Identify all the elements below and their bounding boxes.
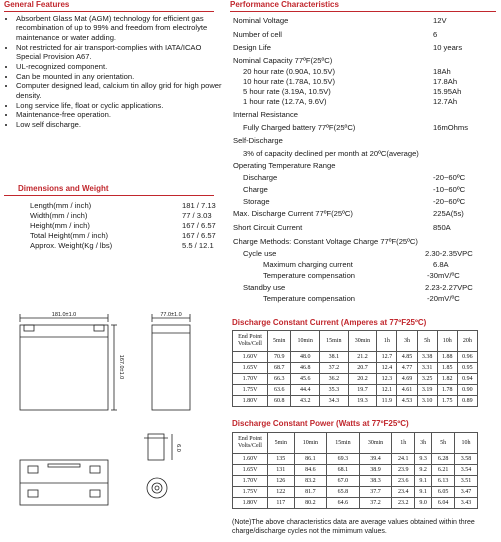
table-cell: 65.8 bbox=[327, 487, 360, 498]
cycle-use-value: 2.30-2.35VPC bbox=[425, 249, 473, 258]
table-row bbox=[233, 352, 478, 363]
table-row bbox=[233, 454, 478, 465]
table-cell: 1.85 bbox=[437, 363, 457, 374]
table-cell: 36.2 bbox=[320, 374, 349, 385]
op-temp-row-label: Charge bbox=[243, 185, 268, 194]
table-cell: 3.54 bbox=[455, 465, 478, 476]
endpoint-voltage-cell: 1.60V bbox=[233, 352, 268, 363]
op-temp-row-value: -10~60ºC bbox=[433, 185, 466, 194]
discharge-power-table bbox=[232, 432, 478, 509]
cycle-max-current-value: 6.8A bbox=[433, 260, 449, 269]
table-cell: 46.8 bbox=[291, 363, 320, 374]
dimension-label: Width(mm / inch) bbox=[30, 211, 88, 220]
resistance-label: Internal Resistance bbox=[233, 110, 299, 119]
column-header: 15min bbox=[327, 433, 360, 454]
cycle-use-label: Cycle use bbox=[243, 249, 277, 258]
dimensions-table bbox=[30, 201, 216, 251]
cycle-temp-comp-label: Temperature compensation bbox=[263, 271, 356, 280]
resistance-row-value: 16mOhms bbox=[433, 123, 469, 132]
capacity-rate-label: 10 hour rate (1.78A, 10.5V) bbox=[243, 77, 336, 86]
dimension-value: 5.5 / 12.1 bbox=[182, 241, 214, 250]
column-header: 5h bbox=[432, 433, 455, 454]
nominal-voltage-value: 12V bbox=[433, 16, 447, 25]
table-cell: 48.0 bbox=[291, 352, 320, 363]
table-cell: 0.96 bbox=[457, 352, 477, 363]
endpoint-header-line2: Volts/Cell bbox=[238, 341, 262, 347]
resistance-row-label: Fully Charged battery 77ºF(25ºC) bbox=[243, 123, 356, 132]
capacity-rate-label: 1 hour rate (12.7A, 9.6V) bbox=[243, 97, 327, 106]
feature-item: • Not restricted for air transport-complies with IATA/ICAO Special Provision A67. bbox=[16, 43, 226, 62]
power-table-title: Discharge Constant Power (Watts at 77ºF25ºC) bbox=[232, 419, 409, 428]
table-cell: 3.47 bbox=[455, 487, 478, 498]
nominal-voltage-label: Nominal Voltage bbox=[233, 16, 289, 25]
standby-temp-comp-label: Temperature compensation bbox=[263, 294, 356, 303]
endpoint-voltage-cell: 1.75V bbox=[233, 487, 268, 498]
table-cell: 80.2 bbox=[294, 498, 327, 509]
table-cell: 4.61 bbox=[397, 385, 417, 396]
table-cell: 23.4 bbox=[392, 487, 415, 498]
table-cell: 9.3 bbox=[415, 454, 432, 465]
table-row bbox=[233, 374, 478, 385]
table-cell: 12.3 bbox=[377, 374, 397, 385]
table-row bbox=[233, 487, 478, 498]
table-cell: 131 bbox=[268, 465, 295, 476]
dimension-row bbox=[30, 201, 216, 211]
general-features-title: General Features bbox=[4, 0, 70, 9]
design-life-value: 10 years bbox=[433, 43, 463, 52]
endpoint-voltage-cell: 1.65V bbox=[233, 465, 268, 476]
table-row bbox=[233, 396, 478, 407]
table-cell: 0.89 bbox=[457, 396, 477, 407]
column-header: 15min bbox=[320, 331, 349, 352]
standby-use-label: Standby use bbox=[243, 283, 286, 292]
standby-temp-comp-value: -20mV/ºC bbox=[427, 294, 460, 303]
table-cell: 3.31 bbox=[417, 363, 437, 374]
table-cell: 135 bbox=[268, 454, 295, 465]
table-cell: 3.43 bbox=[455, 498, 478, 509]
general-features-rule bbox=[4, 11, 214, 12]
table-cell: 84.6 bbox=[294, 465, 327, 476]
table-cell: 23.9 bbox=[392, 465, 415, 476]
table-cell: 3.25 bbox=[417, 374, 437, 385]
table-cell: 1.78 bbox=[437, 385, 457, 396]
table-cell: 70.9 bbox=[268, 352, 291, 363]
table-cell: 126 bbox=[268, 476, 295, 487]
feature-item: • Low self discharge. bbox=[16, 120, 226, 129]
table-cell: 4.85 bbox=[397, 352, 417, 363]
column-header: 30min bbox=[348, 331, 377, 352]
dimension-label: Length(mm / inch) bbox=[30, 201, 92, 210]
endpoint-voltage-cell: 1.75V bbox=[233, 385, 268, 396]
endpoint-voltage-cell: 1.80V bbox=[233, 498, 268, 509]
dimension-row bbox=[30, 231, 216, 241]
design-life-label: Design Life bbox=[233, 43, 271, 52]
table-cell: 0.95 bbox=[457, 363, 477, 374]
table-cell: 0.94 bbox=[457, 374, 477, 385]
dimension-label: Height(mm / inch) bbox=[30, 221, 90, 230]
feature-item: • Long service life, float or cyclic applications. bbox=[16, 101, 226, 110]
features-list bbox=[6, 14, 226, 130]
column-header: 1h bbox=[377, 331, 397, 352]
dimension-value: 181 / 7.13 bbox=[182, 201, 216, 210]
table-cell: 11.9 bbox=[377, 396, 397, 407]
dimensions-title: Dimensions and Weight bbox=[18, 184, 109, 193]
table-cell: 9.1 bbox=[415, 487, 432, 498]
table-cell: 20.7 bbox=[348, 363, 377, 374]
table-cell: 1.75 bbox=[437, 396, 457, 407]
column-header: 30min bbox=[359, 433, 392, 454]
capacity-rate-value: 12.7Ah bbox=[433, 97, 458, 106]
endpoint-header-line1: End Point bbox=[238, 436, 262, 442]
dimensions-rule bbox=[4, 195, 214, 196]
current-table-title: Discharge Constant Current (Amperes at 77ºF25ºC) bbox=[232, 318, 427, 327]
table-cell: 45.6 bbox=[291, 374, 320, 385]
battery-dimension-drawing bbox=[0, 300, 228, 530]
table-cell: 122 bbox=[268, 487, 295, 498]
column-header: 10h bbox=[437, 331, 457, 352]
table-row bbox=[233, 498, 478, 509]
height-dimension-label: 167.0±1.0 bbox=[118, 354, 124, 380]
table-cell: 19.7 bbox=[348, 385, 377, 396]
table-row bbox=[233, 476, 478, 487]
table-cell: 86.1 bbox=[294, 454, 327, 465]
table-cell: 6.04 bbox=[432, 498, 455, 509]
table-cell: 23.2 bbox=[392, 498, 415, 509]
discharge-current-table bbox=[232, 330, 478, 407]
table-cell: 6.05 bbox=[432, 487, 455, 498]
table-cell: 3.58 bbox=[455, 454, 478, 465]
table-cell: 66.3 bbox=[268, 374, 291, 385]
table-cell: 1.82 bbox=[437, 374, 457, 385]
endpoint-voltage-cell: 1.70V bbox=[233, 374, 268, 385]
table-cell: 68.7 bbox=[268, 363, 291, 374]
table-cell: 12.4 bbox=[377, 363, 397, 374]
capacity-rate-value: 18Ah bbox=[433, 67, 451, 76]
table-cell: 23.6 bbox=[392, 476, 415, 487]
dimension-value: 77 / 3.03 bbox=[182, 211, 212, 220]
self-discharge-label: Self-Discharge bbox=[233, 136, 283, 145]
capacity-rate-label: 20 hour rate (0.90A, 10.5V) bbox=[243, 67, 336, 76]
cycle-temp-comp-value: -30mV/ºC bbox=[427, 271, 460, 280]
table-cell: 0.90 bbox=[457, 385, 477, 396]
table-cell: 6.28 bbox=[432, 454, 455, 465]
endpoint-header bbox=[233, 433, 268, 454]
column-header: 5h bbox=[417, 331, 437, 352]
table-header-row bbox=[233, 433, 478, 454]
table-cell: 39.4 bbox=[359, 454, 392, 465]
capacity-rate-value: 15.95Ah bbox=[433, 87, 462, 96]
table-cell: 67.0 bbox=[327, 476, 360, 487]
table-cell: 81.7 bbox=[294, 487, 327, 498]
table-cell: 44.4 bbox=[291, 385, 320, 396]
column-header: 5min bbox=[268, 331, 291, 352]
table-cell: 1.88 bbox=[437, 352, 457, 363]
feature-item: • Maintenance-free operation. bbox=[16, 110, 226, 119]
short-circuit-value: 850A bbox=[433, 223, 451, 232]
feature-item: • Computer designed lead, calcium tin alloy grid for high power density. bbox=[16, 81, 226, 100]
endpoint-voltage-cell: 1.65V bbox=[233, 363, 268, 374]
capacity-rate-value: 17.8Ah bbox=[433, 77, 458, 86]
dimension-value: 167 / 6.57 bbox=[182, 231, 216, 240]
op-temp-row-label: Storage bbox=[243, 197, 270, 206]
table-cell: 9.2 bbox=[415, 465, 432, 476]
table-cell: 4.69 bbox=[397, 374, 417, 385]
dimension-label: Approx. Weight(Kg / lbs) bbox=[30, 241, 113, 250]
table-cell: 37.7 bbox=[359, 487, 392, 498]
dimension-row bbox=[30, 241, 216, 251]
table-cell: 37.2 bbox=[320, 363, 349, 374]
table-row bbox=[233, 363, 478, 374]
op-temp-row-value: -20~60ºC bbox=[433, 197, 466, 206]
cells-label: Number of cell bbox=[233, 30, 282, 39]
table-cell: 21.2 bbox=[348, 352, 377, 363]
standby-use-value: 2.23-2.27VPC bbox=[425, 283, 473, 292]
table-cell: 68.1 bbox=[327, 465, 360, 476]
column-header: 1h bbox=[392, 433, 415, 454]
table-cell: 43.2 bbox=[291, 396, 320, 407]
table-cell: 35.3 bbox=[320, 385, 349, 396]
feature-item: • Absorbent Glass Mat (AGM) technology for efficient gas recombination of up to 99% and freedom from electrolyte maintenance or water adding. bbox=[16, 14, 226, 42]
dimension-row bbox=[30, 211, 216, 221]
table-cell: 63.6 bbox=[268, 385, 291, 396]
table-cell: 6.21 bbox=[432, 465, 455, 476]
feature-item: • UL-recognized component. bbox=[16, 62, 226, 71]
column-header: 20h bbox=[457, 331, 477, 352]
op-temp-row-value: -20~60ºC bbox=[433, 173, 466, 182]
table-cell: 12.1 bbox=[377, 385, 397, 396]
performance-title: Performance Characteristics bbox=[230, 0, 339, 9]
table-cell: 4.53 bbox=[397, 396, 417, 407]
table-cell: 34.3 bbox=[320, 396, 349, 407]
width-dimension-label: 77.0±1.0 bbox=[160, 312, 182, 318]
performance-rule bbox=[230, 11, 496, 12]
table-row bbox=[233, 385, 478, 396]
op-temp-row-label: Discharge bbox=[243, 173, 278, 182]
short-circuit-label: Short Circuit Current bbox=[233, 223, 303, 232]
cycle-max-current-label: Maximum charging current bbox=[263, 260, 353, 269]
table-cell: 64.6 bbox=[327, 498, 360, 509]
cells-value: 6 bbox=[433, 30, 438, 39]
table-cell: 6.13 bbox=[432, 476, 455, 487]
max-discharge-value: 225A(5s) bbox=[433, 209, 464, 218]
table-cell: 69.3 bbox=[327, 454, 360, 465]
endpoint-header-line2: Volts/Cell bbox=[238, 443, 262, 449]
max-discharge-label: Max. Discharge Current 77ºF(25ºC) bbox=[233, 209, 353, 218]
table-cell: 38.9 bbox=[359, 465, 392, 476]
charge-methods-label: Charge Methods: Constant Voltage Charge 77ºF(25ºC) bbox=[233, 237, 418, 246]
table-cell: 9.1 bbox=[415, 476, 432, 487]
table-cell: 117 bbox=[268, 498, 295, 509]
endpoint-voltage-cell: 1.80V bbox=[233, 396, 268, 407]
dimension-value: 167 / 6.57 bbox=[182, 221, 216, 230]
endpoint-voltage-cell: 1.70V bbox=[233, 476, 268, 487]
endpoint-voltage-cell: 1.60V bbox=[233, 454, 268, 465]
table-cell: 9.0 bbox=[415, 498, 432, 509]
self-discharge-text: 3% of capacity declined per month at 20ºC(average) bbox=[243, 149, 419, 158]
column-header: 10h bbox=[455, 433, 478, 454]
footnote: (Note)The above characteristics data are average values obtained within three charge/discharge cycles not the mimimum values. bbox=[232, 519, 475, 535]
column-header: 10min bbox=[294, 433, 327, 454]
table-cell: 83.2 bbox=[294, 476, 327, 487]
table-cell: 38.1 bbox=[320, 352, 349, 363]
table-cell: 3.10 bbox=[417, 396, 437, 407]
column-header: 5min bbox=[268, 433, 295, 454]
length-dimension-label: 181.0±1.0 bbox=[51, 312, 77, 318]
dimension-label: Total Height(mm / inch) bbox=[30, 231, 109, 240]
column-header: 3h bbox=[397, 331, 417, 352]
dimension-row bbox=[30, 221, 216, 231]
op-temp-label: Operating Temperature Range bbox=[233, 161, 336, 170]
table-cell: 24.1 bbox=[392, 454, 415, 465]
endpoint-header-line1: End Point bbox=[238, 334, 262, 340]
endpoint-header bbox=[233, 331, 268, 352]
table-cell: 60.8 bbox=[268, 396, 291, 407]
terminal-dimension-label: 6.0 bbox=[175, 444, 181, 452]
table-cell: 37.2 bbox=[359, 498, 392, 509]
capacity-label: Nominal Capacity 77ºF(25ºC) bbox=[233, 56, 333, 65]
feature-item: • Can be mounted in any orientation. bbox=[16, 72, 226, 81]
table-cell: 20.2 bbox=[348, 374, 377, 385]
table-cell: 3.38 bbox=[417, 352, 437, 363]
column-header: 3h bbox=[415, 433, 432, 454]
table-cell: 12.7 bbox=[377, 352, 397, 363]
capacity-rate-label: 5 hour rate (3.19A, 10.5V) bbox=[243, 87, 331, 96]
table-cell: 38.3 bbox=[359, 476, 392, 487]
column-header: 10min bbox=[291, 331, 320, 352]
table-header-row bbox=[233, 331, 478, 352]
table-cell: 4.77 bbox=[397, 363, 417, 374]
table-cell: 19.3 bbox=[348, 396, 377, 407]
table-cell: 3.19 bbox=[417, 385, 437, 396]
table-row bbox=[233, 465, 478, 476]
table-cell: 3.51 bbox=[455, 476, 478, 487]
